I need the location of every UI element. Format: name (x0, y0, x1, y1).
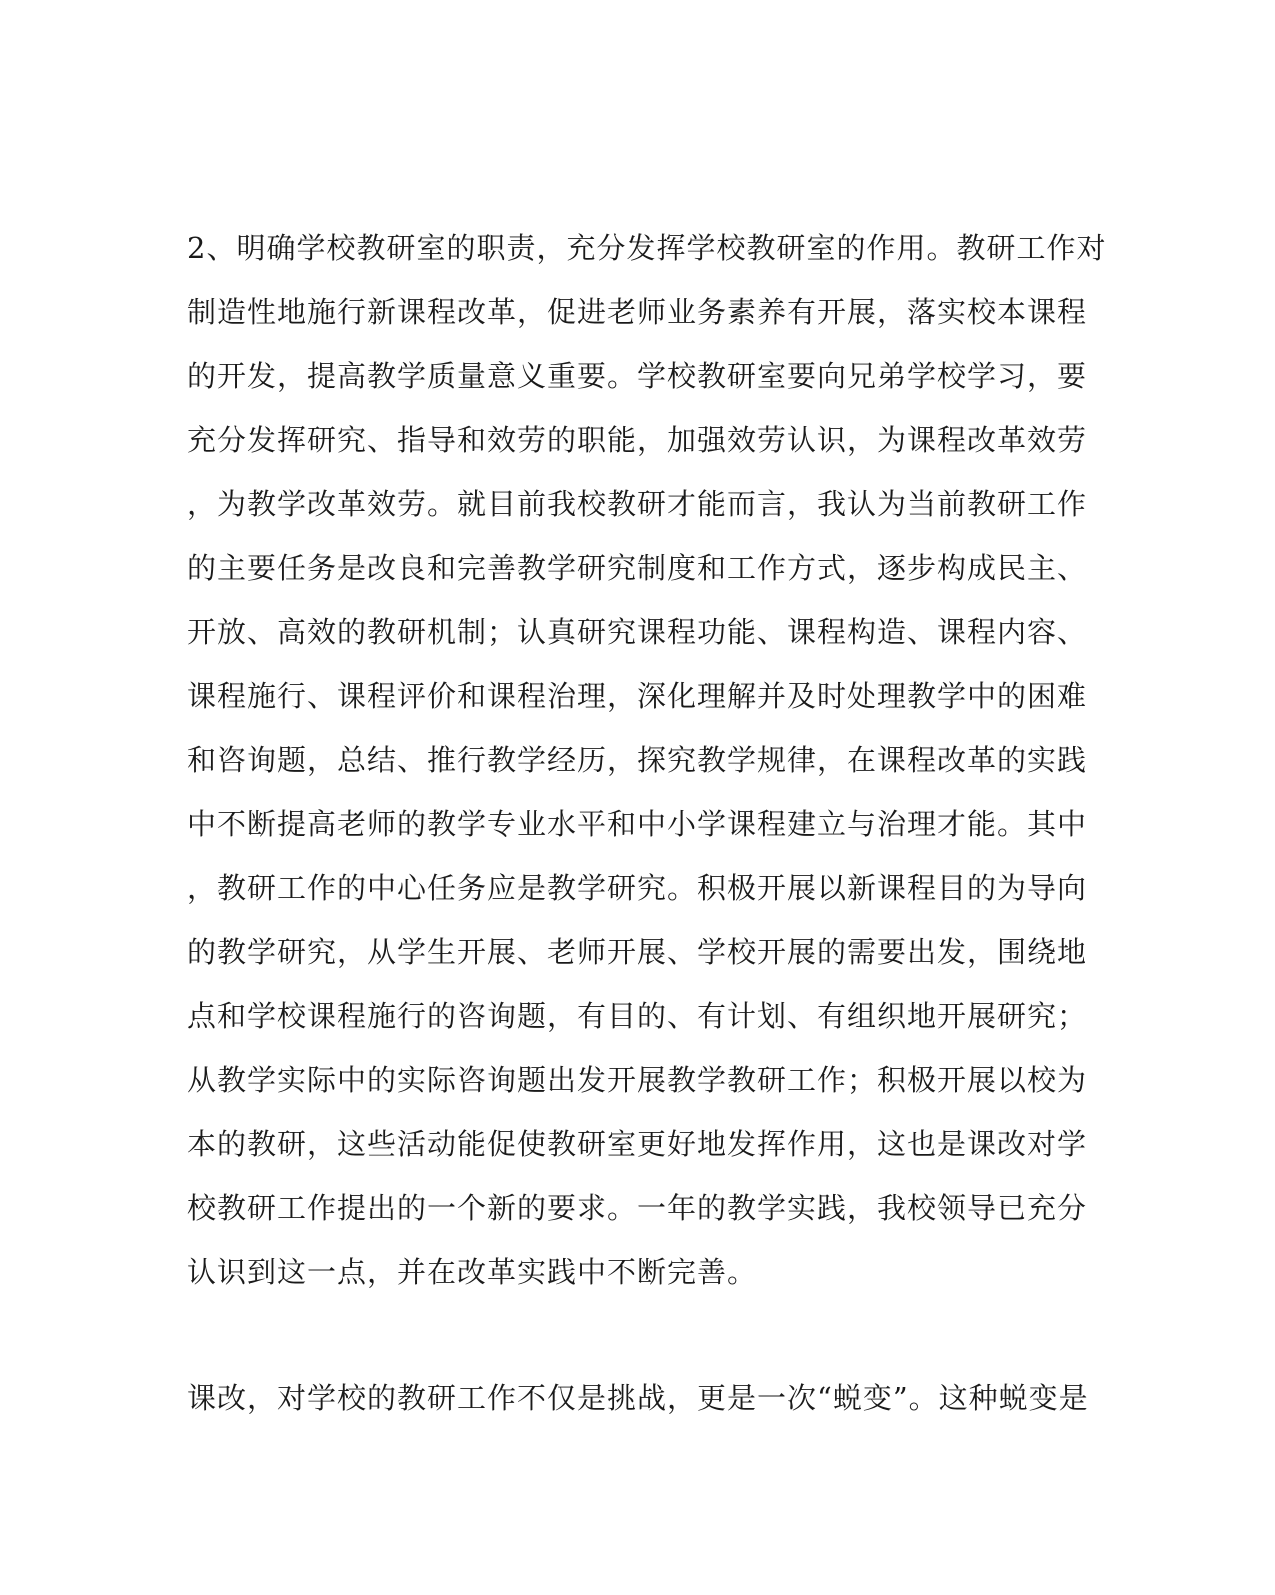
text-line: 开放、高效的教研机制；认真研究课程功能、课程构造、课程内容、 (187, 615, 1088, 649)
text-line: ，为教学改革效劳。就目前我校教研才能而言，我认为当前教研工作 (187, 487, 1088, 521)
text-line: 中不断提高老师的教学专业水平和中小学课程建立与治理才能。其中 (187, 807, 1088, 841)
text-line: 本的教研，这些活动能促使教研室更好地发挥作用，这也是课改对学 (187, 1127, 1088, 1161)
text-line: 的教学研究，从学生开展、老师开展、学校开展的需要出发，围绕地 (187, 935, 1088, 969)
text-line: 从教学实际中的实际咨询题出发开展教学教研工作；积极开展以校为 (187, 1063, 1088, 1097)
paragraph-curriculum-reform (187, 1366, 1087, 1430)
text-line: 校教研工作提出的一个新的要求。一年的教学实践，我校领导已充分 (187, 1191, 1088, 1225)
text-line: 和咨询题，总结、推行教学经历，探究教学规律，在课程改革的实践 (187, 743, 1088, 777)
text-line: 课程施行、课程评价和课程治理，深化理解并及时处理教学中的困难 (187, 679, 1088, 713)
text-line: 的主要任务是改良和完善教学研究制度和工作方式，逐步构成民主、 (187, 551, 1088, 585)
paragraph-teaching-research-duties (187, 216, 1107, 1304)
text-line: 制造性地施行新课程改革，促进老师业务素养有开展，落实校本课程 (187, 295, 1088, 329)
text-line: 充分发挥研究、指导和效劳的职能，加强效劳认识，为课程改革效劳 (187, 423, 1088, 457)
text-line: 2、明确学校教研室的职责，充分发挥学校教研室的作用。教研工作对 (187, 231, 1107, 265)
text-line: ，教研工作的中心任务应是教学研究。积极开展以新课程目的为导向 (187, 871, 1088, 905)
text-line: 课改，对学校的教研工作不仅是挑战，更是一次“蜕变”。这种蜕变是 (187, 1381, 1089, 1415)
text-line: 认识到这一点，并在改革实践中不断完善。 (187, 1255, 758, 1289)
text-line: 的开发，提高教学质量意义重要。学校教研室要向兄弟学校学习，要 (187, 359, 1088, 393)
text-line: 点和学校课程施行的咨询题，有目的、有计划、有组织地开展研究； (187, 999, 1088, 1033)
